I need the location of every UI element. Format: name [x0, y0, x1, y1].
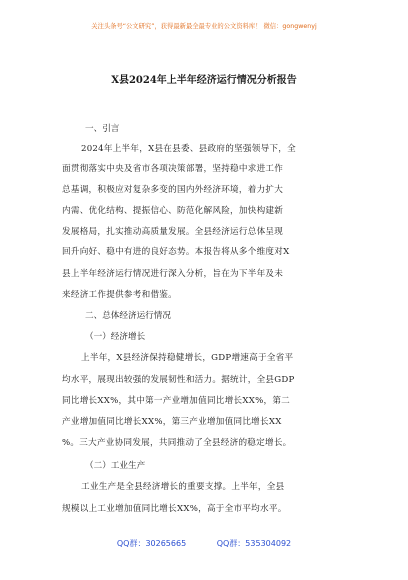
document-title: X县2024年上半年经济运行情况分析报告 — [111, 75, 297, 86]
paragraph-line: 内需、优化结构、提振信心、防范化解风险，加快构建新 — [62, 206, 284, 216]
paragraph-line: 发展格局，扎实推动高质量发展。全县经济运行总体呈现 — [62, 227, 284, 237]
footer-qq-group-1: QQ群：30265665 — [116, 539, 187, 548]
header-note: 关注头条号“公文研究”，获得最新最全最专业的公文资料库！ 微信：gongwenyj — [91, 23, 317, 30]
paragraph-line: 2024年上半年，X县在县委、县政府的坚强领导下，全 — [81, 144, 296, 154]
section-heading-overall: 二、总体经济运行情况 — [85, 311, 171, 321]
paragraph-line: 面贯彻落实中央及省市各项决策部署，坚持稳中求进工作 — [62, 164, 284, 174]
paragraph-line: 回升向好、稳中有进的良好态势。本报告将从多个维度对X — [62, 247, 290, 257]
paragraph-line: 工业生产是全县经济增长的重要支撑。上半年，全县 — [81, 482, 285, 492]
paragraph-line: %。三大产业协同发展，共同推动了全县经济的稳定增长。 — [62, 438, 292, 448]
paragraph-line: 同比增长XX%，其中第一产业增加值同比增长XX%，第二 — [62, 396, 291, 406]
paragraph-line: 上半年，X县经济保持稳健增长，GDP增速高于全省平 — [81, 353, 294, 363]
paragraph-line: 来经济工作提供参考和借鉴。 — [62, 290, 177, 300]
paragraph-line: 县上半年经济运行情况进行深入分析，旨在为下半年及未 — [62, 269, 284, 279]
paragraph-line: 总基调，积极应对复杂多变的国内外经济环境，着力扩大 — [62, 185, 284, 195]
footer-qq-group-2: QQ群：535304092 — [216, 539, 292, 548]
footer-contact — [0, 538, 408, 549]
subsection-heading-growth: （一）经济增长 — [85, 332, 146, 342]
paragraph-line: 均水平，展现出较强的发展韧性和活力。据统计，全县GDP — [62, 375, 295, 385]
paragraph-line: 规模以上工业增加值同比增长XX%，高于全市平均水平。 — [62, 504, 287, 514]
paragraph-line: 产业增加值同比增长XX%，第三产业增加值同比增长XX — [62, 417, 282, 427]
subsection-heading-industry: （二）工业生产 — [85, 461, 146, 471]
section-heading-intro: 一、引言 — [85, 124, 120, 134]
